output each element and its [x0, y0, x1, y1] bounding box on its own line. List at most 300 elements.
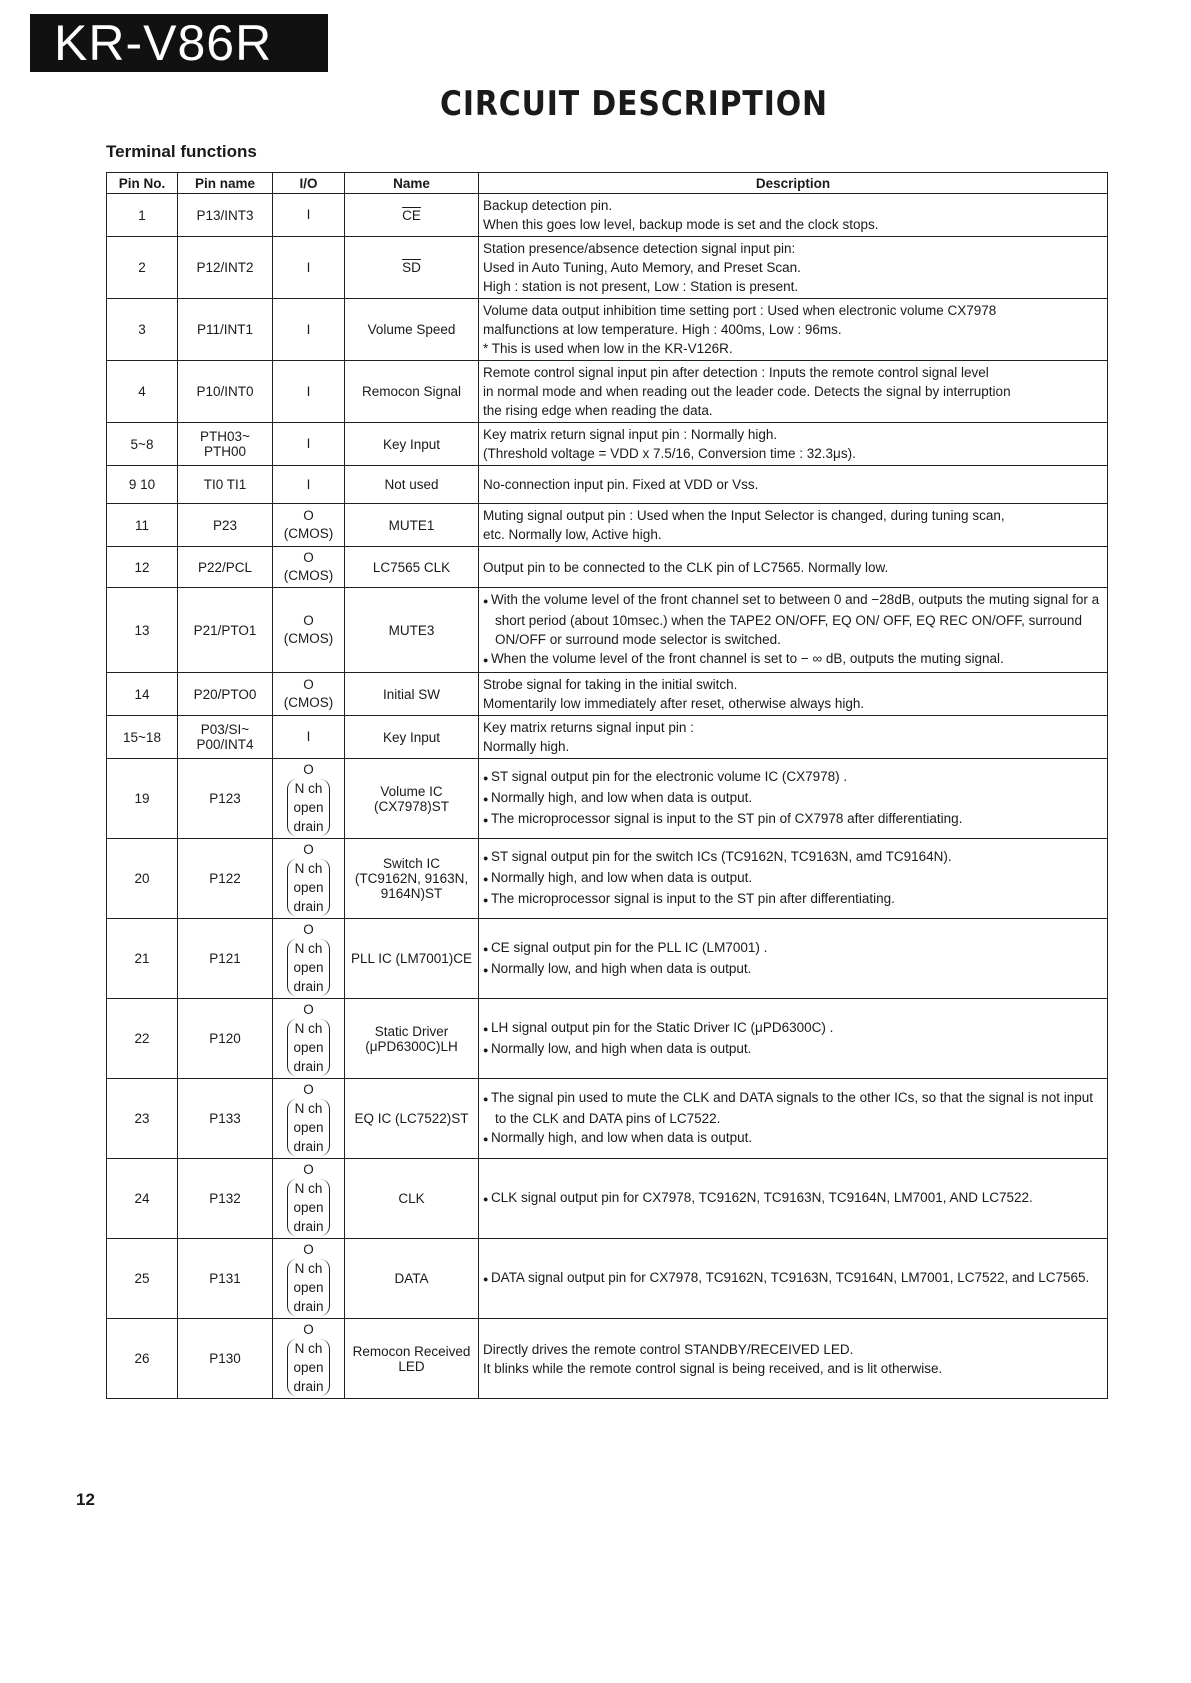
- description-line: High : station is not present, Low : Station is present.: [483, 279, 799, 294]
- bullet-icon: ●: [483, 1023, 491, 1034]
- io-type: I: [306, 383, 311, 399]
- table-row: [107, 759, 1108, 839]
- description-line: Key matrix return signal input pin : Normally high.: [483, 427, 778, 442]
- pin-name: P122: [209, 871, 241, 886]
- description-bullet: [483, 868, 1103, 889]
- cell-pin-name: [178, 588, 273, 673]
- pin-number: 14: [134, 686, 150, 702]
- signal-name: MUTE1: [388, 517, 435, 533]
- bullet-icon: ●: [483, 853, 491, 863]
- cell-description: [479, 716, 1108, 759]
- pin-number: 21: [134, 951, 150, 966]
- cell-io: [273, 1319, 345, 1399]
- bullet-text: CLK signal output pin for CX7978, TC9162N, TC9163N, TC9164N, LM7001, AND LC7522.: [490, 1190, 1033, 1205]
- table-row: [107, 504, 1108, 547]
- cell-pin-name: [178, 1239, 273, 1319]
- description-bullet: [483, 590, 1103, 649]
- description-bullet: [483, 767, 1103, 788]
- cell-description: [479, 194, 1108, 237]
- cell-name: [345, 423, 479, 466]
- description-line: Remote control signal input pin after detection : Inputs the remote control signal level: [483, 365, 989, 380]
- pin-name: P130: [209, 1351, 241, 1366]
- description-line: Muting signal output pin : Used when the Input Selector is changed, during tuning scan,: [483, 508, 1005, 523]
- signal-name: $\overline{CE}$: [402, 207, 421, 223]
- description-bullet: [483, 1128, 1103, 1149]
- description-line: malfunctions at low temperature. High : 400ms, Low : 96ms.: [483, 322, 842, 337]
- bullet-icon: ●: [483, 1044, 491, 1055]
- bullet-icon: ●: [483, 596, 491, 606]
- io-note-line: open: [293, 1280, 324, 1295]
- cell-pin-no: [107, 999, 178, 1079]
- signal-name: PLL IC (LM7001)CE: [350, 951, 473, 966]
- cell-description: [479, 588, 1108, 673]
- description-line: (Threshold voltage = VDD x 7.5/16, Conversion time : 32.3μs).: [483, 446, 856, 461]
- cell-pin-no: [107, 919, 178, 999]
- io-note-line: drain: [293, 899, 324, 914]
- cell-pin-no: [107, 361, 178, 423]
- cell-io: [273, 423, 345, 466]
- cell-pin-no: [107, 1239, 178, 1319]
- description-bullet: [483, 1018, 1103, 1039]
- cell-pin-name: [178, 466, 273, 504]
- cell-description: [479, 1239, 1108, 1319]
- cell-description: [479, 466, 1108, 504]
- cell-description: [479, 759, 1108, 839]
- io-type: O (CMOS): [283, 677, 334, 710]
- pin-number: 3: [138, 322, 146, 337]
- io-note-line: drain: [293, 979, 324, 994]
- table-row: [107, 588, 1108, 673]
- cell-description: [479, 547, 1108, 588]
- pin-name: P13/INT3: [196, 207, 254, 223]
- bullet-text: ST signal output pin for the electronic volume IC (CX7978) .: [490, 769, 848, 784]
- cell-name: [345, 237, 479, 299]
- io-open-drain-note: [287, 1019, 329, 1076]
- cell-name: [345, 299, 479, 361]
- bullet-icon: ●: [483, 964, 491, 975]
- io-type: O: [303, 1002, 314, 1017]
- pin-number: 15~18: [123, 729, 161, 745]
- cell-pin-no: [107, 466, 178, 504]
- pin-number: 11: [134, 517, 149, 533]
- bullet-icon: ●: [483, 655, 491, 665]
- cell-pin-no: [107, 504, 178, 547]
- signal-name: Static Driver (μPD6300C)LH: [365, 1023, 458, 1054]
- io-type: O: [303, 1242, 314, 1257]
- cell-io: [273, 759, 345, 839]
- cell-io: [273, 716, 345, 759]
- bullet-icon: ●: [483, 773, 491, 783]
- cell-name: [345, 194, 479, 237]
- pin-name: TI0 TI1: [203, 477, 247, 492]
- pin-name: P11/INT1: [196, 322, 254, 337]
- cell-pin-name: [178, 547, 273, 588]
- description-line: Strobe signal for taking in the initial switch.: [483, 677, 738, 692]
- io-type: I: [306, 436, 311, 451]
- bullet-text: The microprocessor signal is input to the ST pin of CX7978 after differentiating.: [490, 811, 963, 826]
- cell-pin-name: [178, 504, 273, 547]
- cell-name: [345, 1159, 479, 1239]
- description-line: Backup detection pin.: [483, 198, 613, 213]
- cell-pin-no: [107, 759, 178, 839]
- cell-pin-name: [178, 361, 273, 423]
- signal-name: Remocon Received LED: [352, 1343, 471, 1374]
- io-note-line: open: [293, 800, 324, 815]
- table-row: [107, 919, 1108, 999]
- description-line: Used in Auto Tuning, Auto Memory, and Preset Scan.: [483, 260, 801, 275]
- io-note-line: drain: [293, 1059, 324, 1074]
- signal-name: Switch IC (TC9162N, 9163N, 9164N)ST: [354, 856, 469, 901]
- cell-pin-name: [178, 1079, 273, 1159]
- io-open-drain-note: [287, 1099, 329, 1156]
- cell-name: [345, 466, 479, 504]
- pin-name: P22/PCL: [197, 559, 253, 575]
- io-note-line: N ch: [294, 1021, 323, 1036]
- pin-number: 24: [134, 1191, 150, 1206]
- table-header-row: [107, 173, 1108, 194]
- io-type: O: [303, 922, 314, 937]
- cell-io: [273, 673, 345, 716]
- cell-pin-no: [107, 588, 178, 673]
- cell-io: [273, 504, 345, 547]
- signal-name: DATA: [394, 1271, 429, 1286]
- cell-name: [345, 504, 479, 547]
- description-bullet: [483, 889, 1103, 910]
- io-note-line: open: [293, 1120, 324, 1135]
- description-line: When this goes low level, backup mode is set and the clock stops.: [483, 217, 879, 232]
- io-note-line: N ch: [294, 941, 323, 956]
- table-row: [107, 361, 1108, 423]
- pin-name: P21/PTO1: [193, 622, 257, 638]
- io-note-line: drain: [293, 1299, 324, 1314]
- table-row: [107, 839, 1108, 919]
- io-note-line: N ch: [294, 1101, 323, 1116]
- io-note-line: N ch: [294, 781, 323, 796]
- table-row: [107, 547, 1108, 588]
- description-bullet: [483, 959, 1103, 980]
- pin-name: P133: [209, 1111, 241, 1126]
- table-row: [107, 999, 1108, 1079]
- description-line: Output pin to be connected to the CLK pin of LC7565. Normally low.: [483, 559, 889, 575]
- io-type: I: [306, 207, 311, 222]
- cell-pin-no: [107, 194, 178, 237]
- table-row: [107, 1079, 1108, 1159]
- description-line: etc. Normally low, Active high.: [483, 527, 662, 542]
- pin-name: P20/PTO0: [193, 686, 257, 702]
- header-pin-no: Pin No.: [107, 173, 178, 194]
- io-note-line: open: [293, 1360, 324, 1375]
- bullet-text: ST signal output pin for the switch ICs (TC9162N, TC9163N, amd TC9164N).: [490, 849, 952, 864]
- bullet-icon: ●: [483, 895, 491, 905]
- cell-name: [345, 759, 479, 839]
- pin-number: 1: [138, 207, 146, 223]
- description-line: Volume data output inhibition time setting port : Used when electronic volume CX7978: [483, 303, 997, 318]
- table-row: [107, 1159, 1108, 1239]
- cell-io: [273, 588, 345, 673]
- cell-io: [273, 919, 345, 999]
- description-line: Momentarily low immediately after reset, otherwise always high.: [483, 696, 865, 711]
- pin-name: P131: [209, 1271, 241, 1286]
- io-type: O: [303, 842, 314, 857]
- model-badge: KR-V86R: [30, 14, 328, 72]
- pin-name: P132: [209, 1191, 241, 1206]
- header-pin-name: Pin name: [178, 173, 273, 194]
- bullet-text: Normally high, and low when data is output.: [490, 1130, 753, 1145]
- table-row: [107, 716, 1108, 759]
- cell-pin-name: [178, 194, 273, 237]
- io-type: O (CMOS): [283, 550, 334, 583]
- cell-name: [345, 547, 479, 588]
- cell-description: [479, 423, 1108, 466]
- page-number: 12: [76, 1490, 95, 1509]
- cell-pin-no: [107, 1159, 178, 1239]
- description-bullet: [483, 788, 1103, 809]
- cell-description: [479, 1079, 1108, 1159]
- cell-name: [345, 673, 479, 716]
- pin-name: PTH03~ PTH00: [200, 429, 250, 459]
- cell-name: [345, 999, 479, 1079]
- io-note-line: open: [293, 1040, 324, 1055]
- cell-pin-name: [178, 1159, 273, 1239]
- cell-description: [479, 299, 1108, 361]
- io-type: O (CMOS): [283, 508, 334, 541]
- cell-name: [345, 919, 479, 999]
- signal-name: EQ IC (LC7522)ST: [354, 1111, 469, 1126]
- cell-pin-no: [107, 547, 178, 588]
- cell-name: [345, 1319, 479, 1399]
- pin-name: P10/INT0: [196, 384, 254, 399]
- table-row: [107, 194, 1108, 237]
- cell-io: [273, 237, 345, 299]
- bullet-text: Normally low, and high when data is output.: [490, 1040, 752, 1056]
- table-row: [107, 1319, 1108, 1399]
- signal-name: Key Input: [382, 436, 441, 452]
- pin-name: P23: [212, 517, 238, 533]
- pin-number: 19: [134, 791, 150, 806]
- pin-number: 9 10: [128, 477, 156, 492]
- cell-pin-no: [107, 1319, 178, 1399]
- description-bullet: [483, 1039, 1103, 1060]
- io-note-line: N ch: [294, 1341, 323, 1356]
- description-bullet: [483, 938, 1103, 959]
- bullet-icon: ●: [483, 1094, 491, 1104]
- cell-pin-no: [107, 1079, 178, 1159]
- bullet-text: Normally high, and low when data is output.: [490, 790, 753, 805]
- io-open-drain-note: [287, 779, 329, 836]
- description-bullet: [483, 1088, 1103, 1128]
- description-line: the rising edge when reading the data.: [483, 403, 713, 418]
- cell-pin-name: [178, 839, 273, 919]
- signal-name: Volume IC (CX7978)ST: [373, 783, 450, 814]
- cell-io: [273, 361, 345, 423]
- description-line: Key matrix returns signal input pin :: [483, 720, 694, 735]
- io-note-line: open: [293, 960, 324, 975]
- cell-name: [345, 588, 479, 673]
- table-row: [107, 237, 1108, 299]
- cell-description: [479, 673, 1108, 716]
- cell-description: [479, 839, 1108, 919]
- io-note-line: open: [293, 1200, 324, 1215]
- io-type: I: [306, 476, 311, 492]
- description-bullet: [483, 649, 1103, 670]
- cell-pin-name: [178, 423, 273, 466]
- cell-io: [273, 1159, 345, 1239]
- signal-name: Initial SW: [382, 686, 440, 702]
- section-title: Terminal functions: [106, 142, 257, 161]
- cell-name: [345, 839, 479, 919]
- io-note-line: drain: [293, 1139, 324, 1154]
- cell-description: [479, 504, 1108, 547]
- cell-pin-no: [107, 716, 178, 759]
- pin-number: 22: [134, 1031, 150, 1046]
- cell-pin-name: [178, 999, 273, 1079]
- bullet-text: CE signal output pin for the PLL IC (LM7001) .: [490, 939, 768, 955]
- cell-pin-no: [107, 237, 178, 299]
- pin-name: P03/SI~ P00/INT4: [196, 722, 254, 752]
- io-type: O (CMOS): [283, 613, 334, 646]
- pin-name: P123: [209, 791, 241, 806]
- cell-name: [345, 716, 479, 759]
- io-note-line: N ch: [294, 861, 323, 876]
- cell-io: [273, 1079, 345, 1159]
- cell-io: [273, 999, 345, 1079]
- description-bullet: [483, 809, 1103, 830]
- io-note-line: drain: [293, 819, 324, 834]
- cell-description: [479, 1159, 1108, 1239]
- io-open-drain-note: [287, 939, 329, 996]
- header-description: Description: [479, 173, 1108, 194]
- pin-number: 2: [138, 260, 146, 275]
- cell-pin-no: [107, 423, 178, 466]
- io-type: O: [303, 1082, 314, 1097]
- cell-description: [479, 237, 1108, 299]
- cell-name: [345, 361, 479, 423]
- cell-pin-name: [178, 759, 273, 839]
- io-note-line: drain: [293, 1219, 324, 1234]
- bullet-text: Normally low, and high when data is output.: [490, 960, 752, 976]
- pin-name: P12/INT2: [196, 260, 254, 275]
- cell-description: [479, 1319, 1108, 1399]
- pin-name: P121: [209, 951, 241, 966]
- pin-number: 23: [134, 1111, 150, 1126]
- description-line: Normally high.: [483, 739, 570, 754]
- bullet-icon: ●: [483, 1274, 491, 1284]
- cell-io: [273, 1239, 345, 1319]
- cell-io: [273, 547, 345, 588]
- bullet-text: DATA signal output pin for CX7978, TC9162N, TC9163N, TC9164N, LM7001, LC7522, and LC7565.: [490, 1270, 1090, 1285]
- description-line: in normal mode and when reading out the leader code. Detects the signal by interruption: [483, 384, 1011, 399]
- io-type: O: [303, 1322, 314, 1337]
- cell-pin-name: [178, 716, 273, 759]
- description-line: * This is used when low in the KR-V126R.: [483, 341, 733, 356]
- signal-name: $\overline{SD}$: [402, 260, 421, 275]
- bullet-text: The signal pin used to mute the CLK and DATA signals to the other ICs, so that the signal is not input to the CLK and DATA pins of LC7522.: [490, 1090, 1094, 1126]
- header-name: Name: [345, 173, 479, 194]
- cell-pin-name: [178, 673, 273, 716]
- header-io: I/O: [273, 173, 345, 194]
- cell-pin-no: [107, 839, 178, 919]
- bullet-icon: ●: [483, 794, 491, 804]
- pin-number: 12: [134, 559, 150, 575]
- cell-pin-name: [178, 299, 273, 361]
- cell-io: [273, 466, 345, 504]
- bullet-icon: ●: [483, 815, 491, 825]
- signal-name: Remocon Signal: [361, 384, 462, 399]
- bullet-text: When the volume level of the front channel is set to − ∞ dB, outputs the muting signal.: [490, 651, 1004, 666]
- io-type: I: [306, 321, 311, 337]
- page-title: CIRCUIT DESCRIPTION: [440, 84, 828, 124]
- pin-number: 5~8: [130, 436, 154, 452]
- io-note-line: N ch: [294, 1261, 323, 1276]
- bullet-text: With the volume level of the front channel set to between 0 and −28dB, outputs the muting signal for a short period (about 10msec.) when the TAPE2 ON/OFF, EQ ON/ OFF, EQ REC ON/OFF, surround ON/OFF or surround mode selector is switched.: [490, 592, 1100, 647]
- io-open-drain-note: [287, 1339, 329, 1396]
- io-type: O: [303, 762, 314, 777]
- table-row: [107, 299, 1108, 361]
- cell-pin-no: [107, 673, 178, 716]
- io-note-line: open: [293, 880, 324, 895]
- io-open-drain-note: [287, 859, 329, 916]
- cell-pin-no: [107, 299, 178, 361]
- pin-number: 25: [134, 1271, 150, 1286]
- bullet-icon: ●: [483, 1194, 491, 1204]
- description-bullet: [483, 1268, 1103, 1289]
- cell-io: [273, 839, 345, 919]
- bullet-text: Normally high, and low when data is output.: [490, 870, 753, 885]
- description-line: No-connection input pin. Fixed at VDD or Vss.: [483, 477, 759, 492]
- description-line: It blinks while the remote control signal is being received, and is lit otherwise.: [483, 1360, 943, 1376]
- cell-pin-name: [178, 237, 273, 299]
- signal-name: Key Input: [382, 729, 441, 745]
- io-open-drain-note: [287, 1179, 329, 1236]
- bullet-text: The microprocessor signal is input to the ST pin after differentiating.: [490, 891, 895, 906]
- cell-description: [479, 919, 1108, 999]
- cell-io: [273, 194, 345, 237]
- description-bullet: [483, 847, 1103, 868]
- terminal-functions-table: [106, 172, 1108, 1399]
- table-row: [107, 1239, 1108, 1319]
- description-line: Directly drives the remote control STANDBY/RECEIVED LED.: [483, 1341, 854, 1357]
- io-type: I: [306, 259, 311, 275]
- pin-number: 26: [134, 1351, 150, 1366]
- cell-description: [479, 999, 1108, 1079]
- pin-name: P120: [209, 1031, 241, 1046]
- io-type: O: [303, 1162, 314, 1177]
- bullet-icon: ●: [483, 1134, 491, 1144]
- signal-name: CLK: [398, 1191, 425, 1206]
- signal-name: LC7565 CLK: [372, 559, 451, 575]
- signal-name: MUTE3: [388, 622, 435, 638]
- table-body: [107, 194, 1108, 1399]
- cell-io: [273, 299, 345, 361]
- cell-description: [479, 361, 1108, 423]
- cell-name: [345, 1079, 479, 1159]
- cell-pin-name: [178, 919, 273, 999]
- io-note-line: N ch: [294, 1181, 323, 1196]
- cell-name: [345, 1239, 479, 1319]
- table-row: [107, 466, 1108, 504]
- signal-name: Volume Speed: [367, 322, 456, 337]
- table-row: [107, 673, 1108, 716]
- io-type: I: [306, 729, 311, 744]
- bullet-icon: ●: [483, 943, 491, 954]
- description-bullet: [483, 1188, 1103, 1209]
- pin-number: 4: [138, 384, 146, 399]
- io-open-drain-note: [287, 1259, 329, 1316]
- bullet-icon: ●: [483, 874, 491, 884]
- description-line: Station presence/absence detection signal input pin:: [483, 241, 796, 256]
- io-note-line: drain: [293, 1379, 324, 1394]
- signal-name: Not used: [384, 477, 439, 492]
